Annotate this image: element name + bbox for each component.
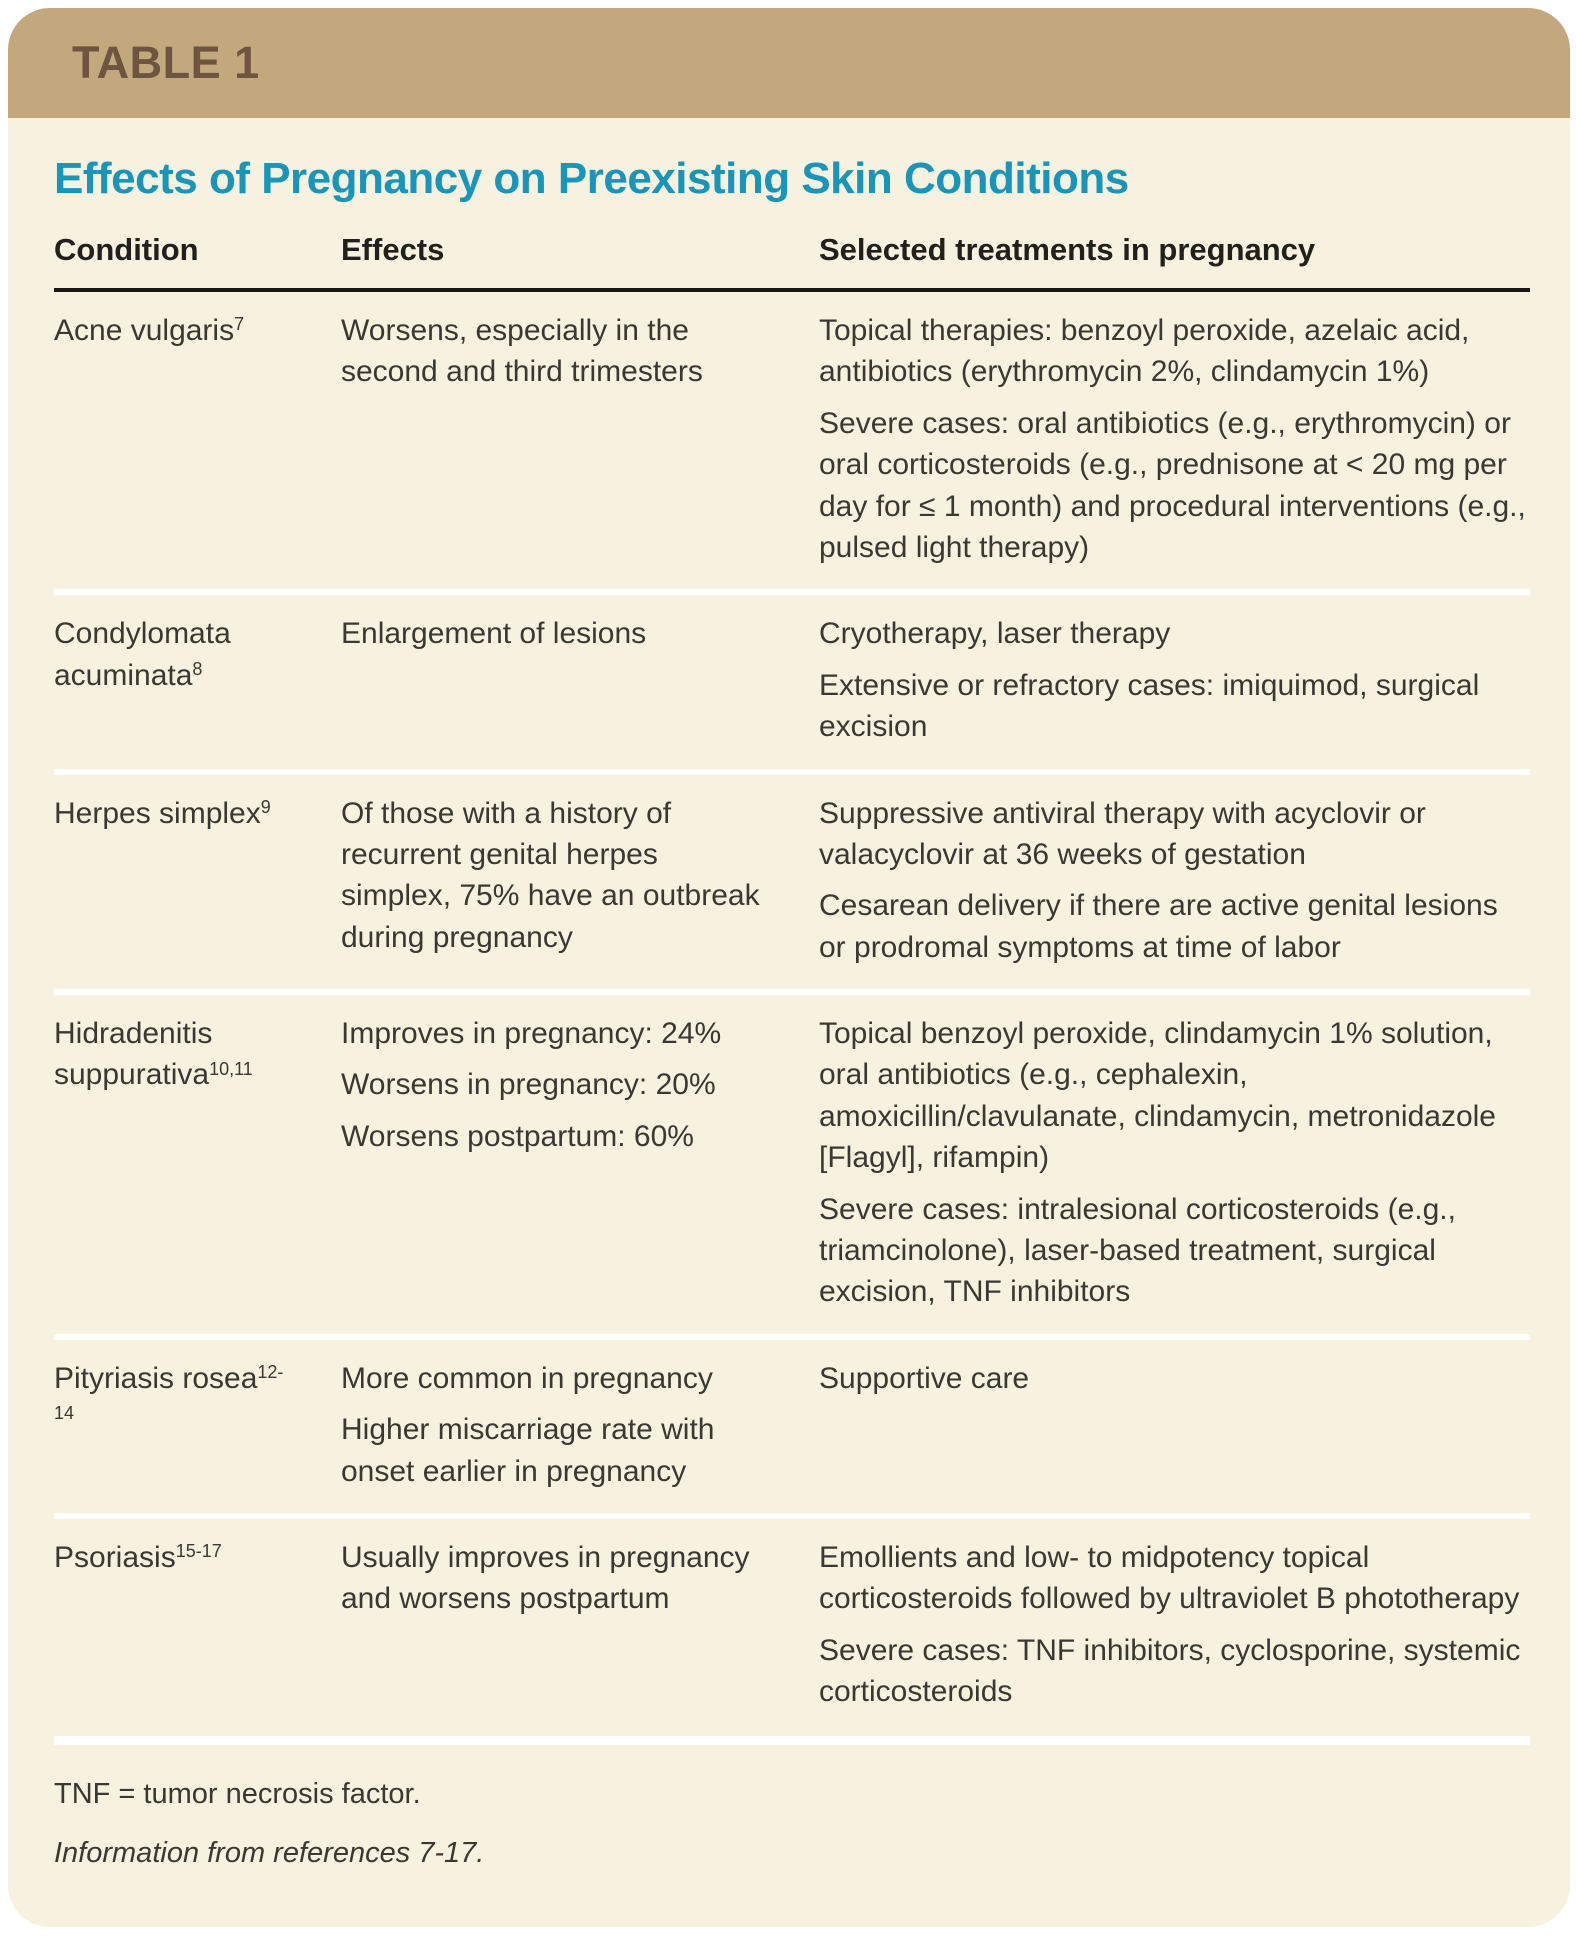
condition-cell bbox=[54, 310, 341, 568]
table-header-bar bbox=[8, 8, 1570, 118]
condition-reference-superscript: 7 bbox=[234, 314, 245, 335]
effects-paragraph: Of those with a history of recurrent genital herpes simplex, 75% have an outbreak during pregnancy bbox=[341, 796, 760, 954]
effects-cell bbox=[341, 1358, 819, 1492]
effects-paragraph: Improves in pregnancy: 24% bbox=[341, 1017, 722, 1051]
table-row bbox=[54, 292, 1530, 589]
effects-cell bbox=[341, 310, 819, 568]
treatments-cell bbox=[819, 1537, 1530, 1713]
effects-paragraph: Worsens in pregnancy: 20% bbox=[341, 1068, 716, 1102]
source-note: Information from references 7-17. bbox=[54, 1836, 485, 1869]
table-title: Effects of Pregnancy on Preexisting Skin Conditions bbox=[54, 154, 1129, 203]
column-header-condition: Condition bbox=[54, 232, 199, 267]
effects-paragraph: Worsens postpartum: 60% bbox=[341, 1119, 694, 1153]
footnotes bbox=[54, 1736, 1530, 1873]
treatment-paragraph: Severe cases: TNF inhibitors, cyclosporine, systemic corticosteroids bbox=[819, 1633, 1521, 1709]
treatments-cell bbox=[819, 310, 1530, 568]
condition-cell bbox=[54, 793, 341, 969]
treatment-paragraph: Extensive or refractory cases: imiquimod, surgical excision bbox=[819, 668, 1480, 744]
table-row bbox=[54, 589, 1530, 768]
abbreviation-note: TNF = tumor necrosis factor. bbox=[54, 1777, 421, 1810]
condition-name: Condylomata acuminata bbox=[54, 617, 231, 692]
condition-cell bbox=[54, 613, 341, 747]
treatment-paragraph: Supportive care bbox=[819, 1361, 1030, 1395]
effects-paragraph: Enlargement of lesions bbox=[341, 617, 647, 651]
table-row bbox=[54, 769, 1530, 990]
condition-cell bbox=[54, 1013, 341, 1313]
treatment-paragraph: Severe cases: oral antibiotics (e.g., erythromycin) or oral corticosteroids (e.g., prednisone at < 20 mg per day for ≤ 1 month) and procedural interventions (e.g., pulsed light therapy) bbox=[819, 406, 1526, 564]
condition-reference-superscript: 15-17 bbox=[175, 1541, 222, 1562]
treatment-paragraph: Topical benzoyl peroxide, clindamycin 1% solution, oral antibiotics (e.g., cephalexin, amoxicillin/clavulanate, clindamycin, metronidazole [Flagyl], rifampin) bbox=[819, 1017, 1496, 1175]
effects-paragraph: More common in pregnancy bbox=[341, 1361, 713, 1395]
condition-name: Hidradenitis suppurativa bbox=[54, 1017, 213, 1092]
effects-cell bbox=[341, 613, 819, 747]
table-label: TABLE 1 bbox=[72, 37, 260, 88]
table-row bbox=[54, 1513, 1530, 1734]
treatments-cell bbox=[819, 1358, 1530, 1492]
effects-cell bbox=[341, 793, 819, 969]
effects-paragraph: Usually improves in pregnancy and worsens postpartum bbox=[341, 1540, 750, 1616]
effects-cell bbox=[341, 1013, 819, 1313]
condition-name: Psoriasis bbox=[54, 1540, 176, 1574]
table-rows bbox=[54, 292, 1530, 1734]
table-card bbox=[8, 8, 1570, 1927]
treatments-cell bbox=[819, 613, 1530, 747]
condition-name: Acne vulgaris bbox=[54, 314, 235, 347]
treatments-cell bbox=[819, 1013, 1530, 1313]
table-row bbox=[54, 1334, 1530, 1513]
column-header-effects: Effects bbox=[341, 232, 445, 267]
condition-cell bbox=[54, 1537, 341, 1713]
condition-reference-superscript: 12-14 bbox=[54, 1361, 284, 1424]
condition-cell bbox=[54, 1358, 341, 1492]
effects-paragraph: Worsens, especially in the second and third trimesters bbox=[341, 314, 703, 389]
table-content bbox=[8, 118, 1570, 1927]
column-header-treatments: Selected treatments in pregnancy bbox=[819, 232, 1316, 267]
table-row bbox=[54, 989, 1530, 1334]
effects-paragraph: Higher miscarriage rate with onset earlier in pregnancy bbox=[341, 1413, 715, 1488]
condition-name: Pityriasis rosea bbox=[54, 1361, 258, 1395]
effects-cell bbox=[341, 1537, 819, 1713]
treatment-paragraph: Topical therapies: benzoyl peroxide, azelaic acid, antibiotics (erythromycin 2%, clindamycin 1%) bbox=[819, 314, 1470, 389]
treatment-paragraph: Cryotherapy, laser therapy bbox=[819, 617, 1171, 651]
treatment-paragraph: Severe cases: intralesional corticosteroids (e.g., triamcinolone), laser-based treatment, surgical excision, TNF inhibitors bbox=[819, 1192, 1456, 1309]
column-header-row bbox=[54, 232, 1530, 292]
treatments-cell bbox=[819, 793, 1530, 969]
condition-reference-superscript: 9 bbox=[260, 796, 271, 817]
treatment-paragraph: Emollients and low- to midpotency topical corticosteroids followed by ultraviolet B phototherapy bbox=[819, 1540, 1520, 1616]
treatment-paragraph: Suppressive antiviral therapy with acyclovir or valacyclovir at 36 weeks of gestation bbox=[819, 796, 1426, 871]
condition-name: Herpes simplex bbox=[54, 796, 261, 830]
treatment-paragraph: Cesarean delivery if there are active genital lesions or prodromal symptoms at time of labor bbox=[819, 889, 1498, 964]
condition-reference-superscript: 8 bbox=[192, 658, 203, 679]
condition-reference-superscript: 10,11 bbox=[209, 1058, 253, 1079]
